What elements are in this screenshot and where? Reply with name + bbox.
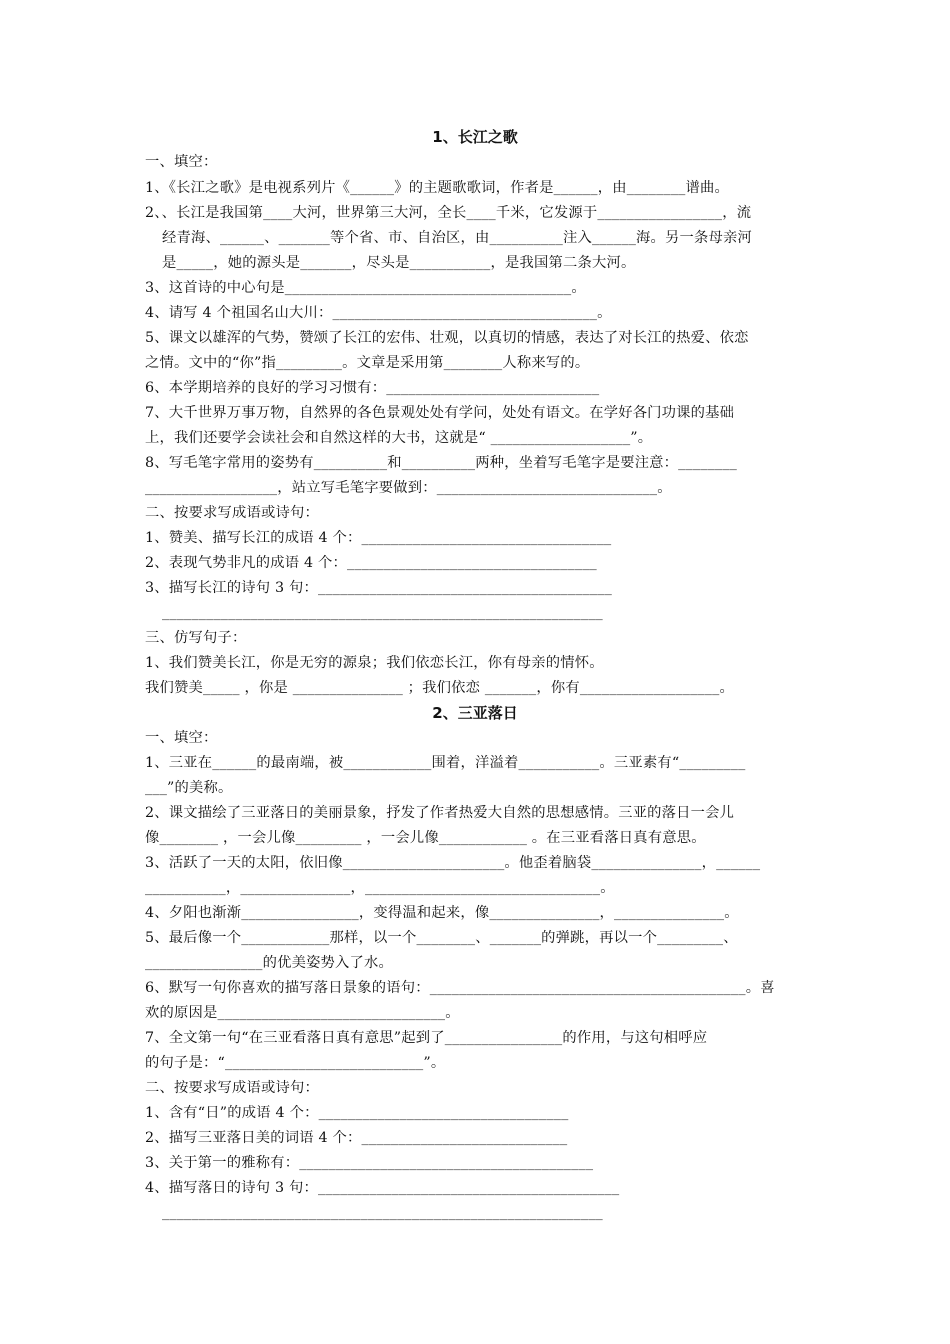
lesson2-section-idioms: 二、按要求写成语或诗句：	[145, 1080, 319, 1096]
lesson2-line: 6、默写一句你喜欢的描写落日景象的语句：___________________________________________。喜	[145, 980, 775, 996]
lesson1-idiom-line: 3、描写长江的诗句 3 句：________________________________________	[145, 580, 612, 596]
lesson2-idiom-line: 1、含有“日”的成语 4 个：__________________________________	[145, 1105, 569, 1121]
lesson2-idiom-line: 4、描写落日的诗句 3 句：_________________________________________	[145, 1180, 620, 1196]
lesson1-imitate-line: 1、我们赞美长江，你是无穷的源泉；我们依恋长江，你有母亲的情怀。	[145, 655, 604, 671]
lesson2-section-fill: 一、填空：	[145, 730, 218, 746]
lesson1-line: 5、课文以雄浑的气势，赞颂了长江的宏伟、壮观，以真切的情感，表达了对长江的热爱、依恋	[145, 330, 749, 346]
lesson1-line: 6、本学期培养的良好的学习习惯有：_____________________________	[145, 380, 600, 396]
lesson2-line: 7、全文第一句“在三亚看落日真有意思”起到了________________的作用，与这句相呼应	[145, 1030, 708, 1046]
lesson1-idiom-line: ____________________________________________________________	[162, 605, 603, 621]
lesson1-section-idioms: 二、按要求写成语或诗句：	[145, 505, 319, 521]
lesson1-line: 是_____，她的源头是_______，尽头是___________，是我国第二条大河。	[162, 255, 636, 271]
lesson1-section-fill: 一、填空：	[145, 154, 218, 170]
lesson1-line: 7、大千世界万事万物，自然界的各色景观处处有学问，处处有语文。在学好各门功课的基础	[145, 405, 735, 421]
lesson1-line: 之情。文中的“你”指_________。文章是采用第________人称来写的。	[145, 355, 590, 371]
lesson2-line: 5、最后像一个____________那样，以一个________、_______的弹跳，再以一个_________、	[145, 930, 738, 946]
lesson1-line: 4、请写 4 个祖国名山大川：____________________________________。	[145, 305, 612, 321]
lesson1-idiom-line: 1、赞美、描写长江的成语 4 个：__________________________________	[145, 530, 612, 546]
lesson2-line: 1、三亚在______的最南端，被____________围着，洋溢着___________。三亚素有“_________	[145, 755, 746, 771]
lesson1-line: __________________，站立写毛笔字要做到：______________________________。	[145, 480, 672, 496]
lesson2-idiom-line: 3、关于第一的雅称有：________________________________________	[145, 1155, 594, 1171]
lesson1-idiom-line: 2、表现气势非凡的成语 4 个：__________________________________	[145, 555, 597, 571]
lesson1-title: 1、长江之歌	[432, 128, 518, 146]
lesson2-line: 欢的原因是_______________________________。	[145, 1005, 460, 1021]
lesson1-line: 1、《长江之歌》是电视系列片《______》的主题歌歌词，作者是______，由________谱曲。	[145, 180, 730, 196]
lesson2-title: 2、三亚落日	[432, 704, 518, 722]
lesson1-line: 经青海、______、_______等个省、市、自治区，由__________注入______海。另一条母亲河	[162, 230, 753, 246]
lesson2-line: ________________的优美姿势入了水。	[145, 955, 394, 971]
lesson1-line: 8、写毛笔字常用的姿势有__________和__________两种，坐着写毛笔字是要注意：________	[145, 455, 737, 471]
lesson2-line: 的句子是：“___________________________”。	[145, 1055, 446, 1071]
lesson2-idiom-line: 2、描写三亚落日美的词语 4 个：____________________________	[145, 1130, 568, 1146]
lesson2-line: 像________ ，一会儿像_________ ，一会儿像____________ 。在三亚看落日真有意思。	[145, 830, 706, 846]
lesson1-section-imitate: 三、仿写句子：	[145, 630, 247, 646]
lesson2-line: 4、夕阳也渐渐________________，变得温和起来，像_______________，_______________。	[145, 905, 739, 921]
lesson2-line: ___”的美称。	[145, 780, 233, 796]
lesson1-line: 3、这首诗的中心句是_______________________________________。	[145, 280, 586, 296]
lesson2-idiom-line: ____________________________________________________________	[162, 1205, 603, 1221]
lesson1-imitate-line: 我们赞美_____ ，你是 _______________ ；我们依恋 _______，你有___________________。	[145, 680, 734, 696]
lesson2-line: 2、课文描绘了三亚落日的美丽景象，抒发了作者热爱大自然的思想感情。三亚的落日一会儿	[145, 805, 735, 821]
lesson2-line: 3、活跃了一天的太阳，依旧像______________________。他歪着脑袋_______________，______	[145, 855, 761, 871]
lesson1-line: 2、、长江是我国第____大河，世界第三大河，全长____千米，它发源于_________________，流	[145, 205, 752, 221]
lesson1-line: 上，我们还要学会读社会和自然这样的大书，这就是“ ___________________”。	[145, 430, 653, 446]
lesson2-line: ___________，_______________，________________________________。	[145, 880, 615, 896]
